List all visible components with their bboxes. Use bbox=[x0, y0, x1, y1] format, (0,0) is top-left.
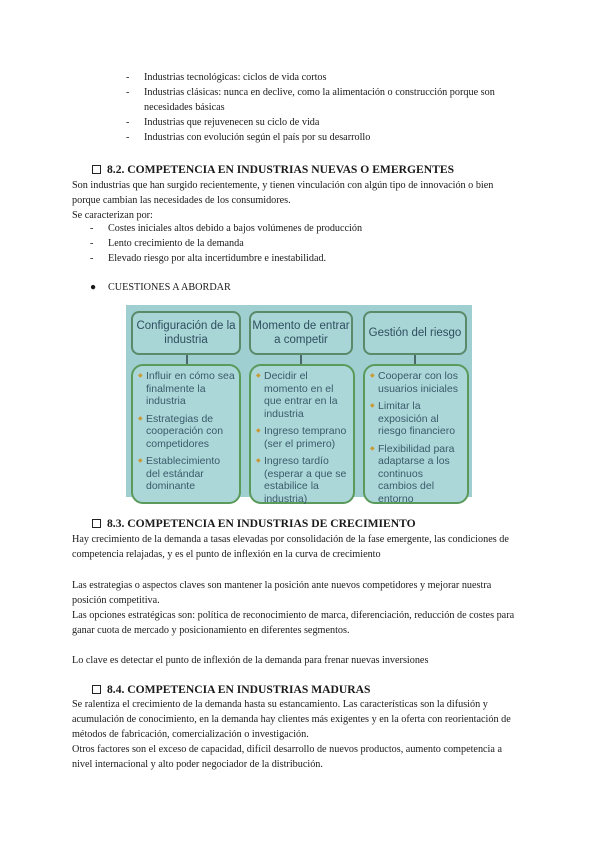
paragraph: Las opciones estratégicas son: política de reconocimiento de marca, diferenciación, reducción de costes para ganar cuota de mercado y posicionamiento en diferentes segmentos. bbox=[72, 610, 515, 636]
section-heading-8-4 bbox=[92, 682, 370, 697]
list-item: - Elevado riesgo por alta incertidumbre e inestabilidad. bbox=[90, 251, 510, 266]
spacer bbox=[72, 638, 517, 653]
column-body bbox=[249, 364, 355, 504]
diagram-item: ◆ Limitar la exposición al riesgo financiero bbox=[371, 400, 464, 438]
list-item: - Industrias con evolución según el país por su desarrollo bbox=[126, 130, 536, 145]
paragraph: Hay crecimiento de la demanda a tasas elevadas por consolidación de la fase emergente, las condiciones de competencia relajadas, y es el punto de inflexión en la curva de crecimiento bbox=[72, 534, 509, 560]
list-item: - Industrias que rejuvenecen su ciclo de vida bbox=[126, 115, 536, 130]
column-header: Configuración de la industria bbox=[131, 311, 241, 355]
section-title: 8.2. COMPETENCIA EN INDUSTRIAS NUEVAS O EMERGENTES bbox=[107, 163, 455, 176]
paragraph: Otros factores son el exceso de capacidad, difícil desarrollo de nuevos productos, aumento competencia a nivel internacional y alto poder negociador de la distribución. bbox=[72, 744, 502, 770]
checkbox-icon bbox=[92, 165, 101, 174]
paragraph: Son industrias que han surgido recientemente, y tienen vinculación con algún tipo de innovación o bien porque cambian las necesidades de los consumidores. bbox=[72, 180, 494, 206]
industry-types-list bbox=[126, 70, 536, 145]
list-item: - Costes iniciales altos debido a bajos volúmenes de producción bbox=[90, 221, 510, 236]
column-header: Momento de entrar a competir bbox=[249, 311, 353, 355]
column-body bbox=[363, 364, 469, 504]
bullet-label: CUESTIONES A ABORDAR bbox=[108, 282, 231, 293]
list-item: - Lento crecimiento de la demanda bbox=[90, 236, 510, 251]
column-body bbox=[131, 364, 241, 504]
section-title: 8.3. COMPETENCIA EN INDUSTRIAS DE CRECIMIENTO bbox=[107, 517, 416, 530]
diagram-item: ◆ Decidir el momento en el que entrar en la industria bbox=[257, 370, 350, 420]
section-8-2-text bbox=[72, 178, 517, 223]
paragraph: Las estrategias o aspectos claves son mantener la posición ante nuevos competidores y mejorar nuestra posición competitiva. bbox=[72, 580, 492, 606]
bullet-item bbox=[90, 280, 231, 295]
paragraph: Se ralentiza el crecimiento de la demanda hasta su estancamiento. Las características son la difusión y acumulación de conocimiento, en la demanda hay clientes más exigentes y en la oferta con reorientación de métodos de fabricación, comercialización o investigación. bbox=[72, 699, 511, 740]
bullet-icon: ● bbox=[90, 282, 97, 293]
diagram-item: ◆ Influir en cómo sea finalmente la industria bbox=[139, 370, 236, 408]
diagram-item: ◆ Establecimiento del estándar dominante bbox=[139, 455, 236, 493]
section-title: 8.4. COMPETENCIA EN INDUSTRIAS MADURAS bbox=[107, 683, 371, 696]
diagram-item: ◆ Flexibilidad para adaptarse a los continuos cambios del entorno bbox=[371, 443, 464, 506]
column-header: Gestión del riesgo bbox=[363, 311, 467, 355]
list-item: - Industrias clásicas: nunca en declive, como la alimentación o construcción porque son necesidades básicas bbox=[126, 85, 536, 115]
diagram-item: ◆ Estrategias de cooperación con competidores bbox=[139, 413, 236, 451]
diagram-item: ◆ Ingreso tardío (esperar a que se estabilice la industria) bbox=[257, 455, 350, 505]
diagram-item: ◆ Cooperar con los usuarios iniciales bbox=[371, 370, 464, 395]
section-heading-8-2 bbox=[92, 162, 454, 177]
diagram-item: ◆ Ingreso temprano (ser el primero) bbox=[257, 425, 350, 450]
characteristics-list bbox=[90, 221, 510, 266]
issues-diagram bbox=[126, 305, 472, 505]
section-heading-8-3 bbox=[92, 516, 416, 531]
paragraph: Se caracterizan por: bbox=[72, 210, 153, 221]
spacer bbox=[72, 562, 517, 578]
list-item: - Industrias tecnológicas: ciclos de vida cortos bbox=[126, 70, 536, 85]
section-8-4-text bbox=[72, 697, 517, 772]
checkbox-icon bbox=[92, 519, 101, 528]
section-8-3-text bbox=[72, 532, 517, 668]
checkbox-icon bbox=[92, 685, 101, 694]
paragraph: Lo clave es detectar el punto de inflexión de la demanda para frenar nuevas inversiones bbox=[72, 655, 429, 666]
